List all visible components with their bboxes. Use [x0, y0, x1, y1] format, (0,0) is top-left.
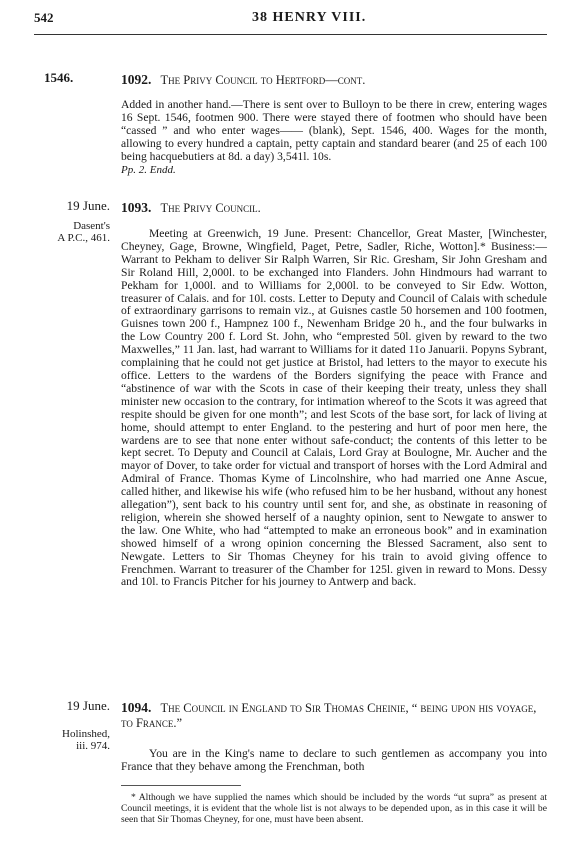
entry-1093-number: 1093.: [121, 200, 152, 215]
entry-1092-title: The Privy Council to Hertford—cont.: [160, 73, 366, 87]
entry-1094-date: 19 June.: [66, 698, 110, 713]
entry-1094-source: [30, 728, 110, 752]
running-head: 38 HENRY VIII.: [252, 10, 367, 25]
entry-1092-pages: Pp. 2. Endd.: [121, 164, 176, 176]
entry-1094-heading: [121, 700, 547, 731]
entry-1094-source-line2: iii. 974.: [76, 740, 110, 752]
entry-1094-text: You are in the King's name to declare to such gentlemen as accompany you into France that they behave among the Frenchman, both: [121, 747, 547, 773]
entry-1093-source-line1: Dasent's: [73, 220, 110, 232]
header-rule: [34, 34, 547, 35]
entry-1093-text: Meeting at Greenwich, 19 June. Present: Chancellor, Great Master, [Winchester, Cheyney, Gage, Browne, Wingfield, Paget, Petre, Sadler, Riche, Wotton].* Business:—Warrant to Pekham to deliver Sir Ralph Warren, Sir Ric. Gresham, Sir John Gresham and Sir Roland Hill, 2,000l. to be exchanged into Flanders. John Hindmours had warrant to Pekham for 1,000l. and to Williams for 2,000l. to be conveyed to Sir Edw. Wotton, treasurer of Calais. and for 10l. costs. Letter to Deputy and Council of Calais with schedule of extraordinary garrisons to remain viz., at Guisnes castle 50 horsemen and 100 footmen, Guisnes town 200 f., Hampnez 100 f., Newenham Bridge 20 h., and the four bulwarks in the Low Country 200 f. Lord St. John, who “emprested 50l. given by reward to the two Maxwelles,” 11 Jan. last, had warrant to Williams for it dated 11o Januarii. Popyns Sybrant, complaining that he could not get justice at Bristol, had letters to the mayor to execute his office. Letters to the wardens of the Borders signifying the peace with France and “abstinence of war with the Scots in case of their keeping their treaty, unless they shall minister new occasion to the contrary, for intimation whereof to the Scots it was agreed that respite should be given for one month”; and lest Scots of the base sort, for lack of living at home, should attempt to enter England. to the pestering and hurt of poor men here, the wardens are to see that none enter without safe-conduct; the contents of this letter to be kept secret. To Deputy and Council at Calais, Lord Gray at Boulogne, Mr. Aucher and the mayor of Dover, to take order for victual and transport of horses with the Lord Admiral and Admiral of France. Thomas Kyme of Lincolnshire, who had married one Anne Ascue, called hither, and likewise his wife (who refused him to be her husband, without any honest allegation”), sent back to his country until sent for, and she, as obstinate in reasoning of religion, wherein she showed herself of a naughty opinion, sent to Newgate to answer to the law. One White, who had “attempted to make an erroneous book” and in examination showed himself of a wrong opinion concerning the Blessed Sacrament, also sent to Newgate. Letters to Sir Thomas Cheyney for his train to avoid giving offence to Frenchmen. Warrant to treasurer of the Chamber for 125l. given in reward to Mons. Dessy and 10l. to Francis Pitcher for his journey to Antwerp and back.: [121, 227, 547, 589]
entry-1092-number: 1092.: [121, 72, 152, 87]
page-number: 542: [34, 10, 54, 25]
entry-1093-date: 19 June.: [66, 198, 110, 213]
footnote-rule: [121, 785, 241, 786]
entry-1093-heading: [121, 200, 547, 216]
entry-1092-text: Added in another hand.—There is sent over to Bulloyn to be there in crew, entering wages 16 Sept. 1546, footmen 900. There were stayed there of footmen who should have been “cassed ” and who enter wages—— (blank), Sept. 1546, 400. Wages for the month, allowing to every hundred a captain, petty captain and standard bearer (and 25 of each 100 being hacquebutiers at 8d. a day) 3,541l. 10s.: [121, 98, 547, 163]
entry-1093-source: [30, 220, 110, 244]
entry-1092-heading: [121, 72, 547, 88]
entry-1094-source-line1: Holinshed,: [62, 728, 110, 740]
entry-1093-source-line2: A P.C., 461.: [57, 232, 110, 244]
entry-1094-title: The Council in England to Sir Thomas Cheinie, “ being upon his voyage, to France.”: [121, 701, 537, 730]
margin-year: 1546.: [44, 70, 74, 85]
entry-1093-title: The Privy Council.: [160, 201, 261, 215]
entry-1094-number: 1094.: [121, 700, 152, 715]
footnote: * Although we have supplied the names which should be included by the words “ut supra” as present at Council meetings, it is evident that the whole list is not always to be depended upon, as in this case it will be seen that Sir Thomas Cheyney, for one, must have been absent.: [121, 792, 547, 825]
